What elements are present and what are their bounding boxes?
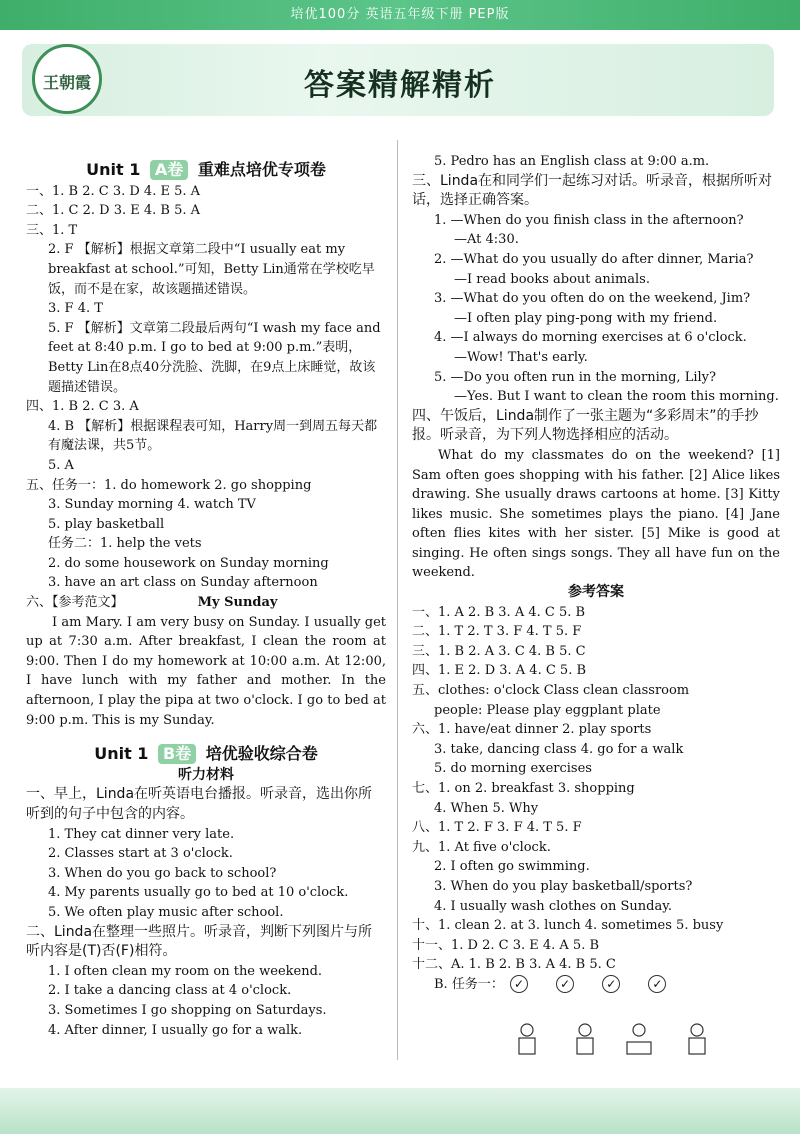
answer-line: 五、任务一：1. do homework 2. go shopping <box>26 477 312 493</box>
answer-line: people: Please play eggplant plate <box>434 702 661 718</box>
answer-line: 四、1. B 2. C 3. A <box>26 399 139 415</box>
unit-b-tag: B卷 <box>158 744 196 764</box>
unit-a-subtitle: 重难点培优专项卷 <box>197 160 326 179</box>
section-instruction: 一、早上，Linda在听英语电台播报。听录音，选出你所听到的句子中包含的内容。 <box>26 786 373 822</box>
unit-a-title: Unit 1 <box>86 160 141 179</box>
answer-line: 二、1. C 2. D 3. E 4. B 5. A <box>26 203 201 219</box>
answer-line: 5. A <box>48 457 74 473</box>
top-bar <box>0 0 800 30</box>
column-divider <box>397 140 398 1060</box>
answer-line: 九、1. At five o'clock. <box>412 839 551 855</box>
answer-line: 2. I often go swimming. <box>434 859 590 875</box>
answer-line: 4. B 【解析】根据课程表可知，Harry周一到周五每天都有魔法课，共5节。 <box>48 418 378 454</box>
left-column <box>26 158 386 1040</box>
person-icon <box>691 1024 703 1036</box>
list-item: 4. My parents usually go to bed at 10 o'clock. <box>48 885 349 901</box>
answer-line: 3. Sunday morning 4. watch TV <box>48 497 256 513</box>
footer-band <box>0 1088 800 1134</box>
person-icon <box>633 1024 645 1036</box>
answer-line: 4. When 5. Why <box>434 800 539 816</box>
unit-a-heading <box>26 160 386 180</box>
answers-heading: 参考答案 <box>568 584 624 601</box>
dialog-line: —Yes. But I want to clean the room this morning. <box>454 389 779 405</box>
check-icon: ✓ <box>556 975 574 993</box>
answer-line: 八、1. T 2. F 3. F 4. T 5. F <box>412 820 582 836</box>
answer-line: 3. have an art class on Sunday afternoon <box>48 575 318 591</box>
unit-a-tag: A卷 <box>150 160 188 180</box>
answer-line: 3. When do you play basketball/sports? <box>434 878 693 894</box>
check-icon: ✓ <box>648 975 666 993</box>
answer-line: 六、1. have/eat dinner 2. play sports <box>412 722 652 738</box>
answer-line: 2. F 【解析】根据文章第二段中“I usually eat my breakfast at school.”可知，Betty Lin通常在学校吃早饭，而不是在家，故该题描述错误。 <box>48 242 375 297</box>
dialog-line: —I read books about animals. <box>454 271 650 287</box>
right-column <box>412 152 780 995</box>
dialog-line: —Wow! That's early. <box>454 349 588 365</box>
answer-line <box>412 975 780 995</box>
list-item: 3. When do you go back to school? <box>48 865 277 881</box>
answer-line: 五、clothes: o'clock Class clean classroom <box>412 683 690 699</box>
answer-line: 4. I usually wash clothes on Sunday. <box>434 898 672 914</box>
person-icon <box>579 1024 591 1036</box>
list-item: 5. Pedro has an English class at 9:00 a.m. <box>434 154 710 169</box>
answer-line: 一、1. B 2. C 3. D 4. E 5. A <box>26 183 201 199</box>
unit-b-subtitle: 培优验收综合卷 <box>205 744 318 764</box>
section-instruction: 四、午饭后，Linda制作了一张主题为“多彩周末”的手抄报。听录音，为下列人物选择相应的活动。 <box>412 407 759 444</box>
unit-b-title: Unit 1 <box>94 744 149 764</box>
essay-text: I am Mary. I am very busy on Sunday. I usually get up at 7:30 a.m. After breakfast, I clean the room at 9:00. Then I do my homework at 10:00 a.m. At 12:00, I have lunch with my father and mother. In the afternoon, I play the pipa at two o'clock. I go to bed at 9:00 p.m. This is my Sunday. <box>26 614 386 728</box>
answer-line: 四、1. E 2. D 3. A 4. C 5. B <box>412 663 587 679</box>
check-icon: ✓ <box>602 975 620 993</box>
section-instruction: 二、Linda在整理一些照片。听录音，判断下列图片与所听内容是(T)否(F)相符。 <box>26 923 373 960</box>
list-item: 1. They cat dinner very late. <box>48 826 235 842</box>
essay-label: 六、【参考范文】 <box>26 595 124 611</box>
essay-title: My Sunday <box>197 595 278 611</box>
page-title: 答案精解精析 <box>304 68 496 103</box>
list-item: 2. Classes start at 3 o'clock. <box>48 846 233 862</box>
person-icon <box>689 1038 705 1054</box>
answer-line: 三、1. T <box>26 222 78 238</box>
answer-line: 七、1. on 2. breakfast 3. shopping <box>412 781 635 796</box>
answer-line: 十二、A. 1. B 2. B 3. A 4. B 5. C <box>412 957 616 973</box>
answer-line: 3. F 4. T <box>48 301 103 317</box>
answer-line: 三、1. B 2. A 3. C 4. B 5. C <box>412 643 586 659</box>
answer-line: 5. do morning exercises <box>434 761 592 777</box>
cart-icon <box>627 1042 651 1054</box>
dialog-line: 4. —I always do morning exercises at 6 o'clock. <box>434 330 747 346</box>
unit-b-heading <box>26 744 386 764</box>
list-item: 3. Sometimes I go shopping on Saturdays. <box>48 1002 327 1018</box>
answer-line: 任务二：1. help the vets <box>48 536 202 552</box>
answer-line: 5. F 【解析】文章第二段最后两句“I wash my face and feet at 8:40 p.m. I go to bed at 9:00 p.m.”表明，Betty Lin在8点40分洗脸、洗脚，在9点上床睡觉，故该题描述错误。 <box>48 320 381 395</box>
dialog-line: 3. —What do you often do on the weekend, Jim? <box>434 291 751 307</box>
list-item: 4. After dinner, I usually go for a walk. <box>48 1022 303 1038</box>
list-item: 2. I take a dancing class at 4 o'clock. <box>48 983 292 999</box>
list-item: 1. I often clean my room on the weekend. <box>48 963 323 979</box>
dialog-line: 5. —Do you often run in the morning, Lily? <box>434 369 716 385</box>
activity-illustration <box>505 1020 725 1060</box>
dialog-line: 2. —What do you usually do after dinner, Maria? <box>434 251 754 267</box>
answer-line: 3. take, dancing class 4. go for a walk <box>434 741 684 757</box>
answer-line: 5. play basketball <box>48 516 165 532</box>
series-label: 培优100分 英语五年级下册 PEP版 <box>290 7 510 22</box>
listening-heading: 听力材料 <box>178 766 234 783</box>
task-label: B. 任务一： <box>434 976 504 992</box>
answer-line: 十、1. clean 2. at 3. lunch 4. sometimes 5. busy <box>412 918 724 934</box>
essay-heading <box>26 593 386 613</box>
answer-line: 二、1. T 2. T 3. F 4. T 5. F <box>412 624 582 640</box>
answer-line: 一、1. A 2. B 3. A 4. C 5. B <box>412 604 586 620</box>
dialog-line: —At 4:30. <box>454 232 519 248</box>
person-icon <box>521 1024 533 1036</box>
answer-line: 十一、1. D 2. C 3. E 4. A 5. B <box>412 937 600 953</box>
list-item: 5. We often play music after school. <box>48 904 284 920</box>
dialog-line: —I often play ping-pong with my friend. <box>454 310 718 326</box>
logo-text: 王朝霞 <box>42 73 91 92</box>
answer-line: 2. do some housework on Sunday morning <box>48 555 329 571</box>
section-instruction: 三、Linda在和同学们一起练习对话。听录音，根据所听对话，选择正确答案。 <box>412 172 773 209</box>
person-icon <box>519 1038 535 1054</box>
listening-passage: What do my classmates do on the weekend? [1] Sam often goes shopping with his father. [2] Alice likes drawing. She usually draws cartoons at home. [3] Kitty likes music. She sometimes plays the piano. [4] Jane often flies kites with her sister. [5] Mike is good at singing. He often sings songs. They all have fun on the weekend. <box>412 447 780 581</box>
person-icon <box>577 1038 593 1054</box>
dialog-line: 1. —When do you finish class in the afternoon? <box>434 212 744 228</box>
check-icon: ✓ <box>510 975 528 993</box>
